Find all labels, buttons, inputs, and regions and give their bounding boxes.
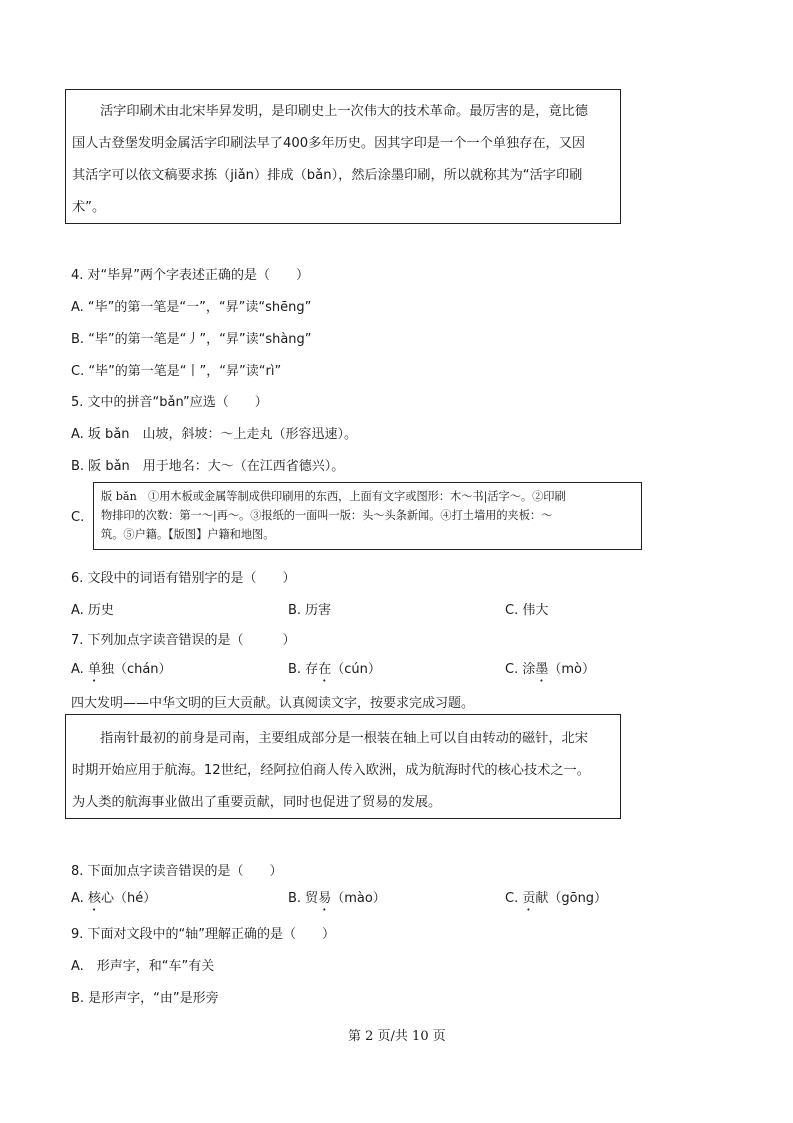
- question-9-option-a[interactable]: A. 形声字，和“车”有关: [71, 959, 215, 974]
- passage-1-line: 其活字可以依文稿要求拣（jiǎn）排成（bǎn），然后涂墨印刷，所以就称其为“活字印刷: [72, 168, 583, 183]
- question-4-stem: 4. 对“毕昇”两个字表述正确的是（ ）: [71, 268, 310, 283]
- passage-2-line: 指南针最初的前身是司南，主要组成部分是一根装在轴上可以自由转动的磁针，北宋: [100, 731, 588, 746]
- dictionary-entry-line: 物排印的次数：第一～|再～。③报纸的一面叫一版：头～头条新闻。④打土墙用的夹板：～: [101, 509, 553, 522]
- dotted-char: 贡: [522, 891, 536, 906]
- question-8-option-a[interactable]: [71, 887, 156, 914]
- question-7-option-b[interactable]: [288, 658, 381, 685]
- question-7-option-c[interactable]: [505, 658, 595, 685]
- option-prefix: A.: [71, 662, 88, 677]
- question-9-stem: 9. 下面对文段中的“轴”理解正确的是（ ）: [71, 927, 336, 942]
- dotted-char: 易: [318, 891, 332, 906]
- dictionary-entry-line: 筑。⑤户籍。【版图】户籍和地图。: [101, 528, 275, 541]
- question-5-option-b[interactable]: B. 阪 bǎn 用于地名：大～（在江西省德兴）。: [71, 459, 345, 474]
- question-4-option-a[interactable]: A. “毕”的第一笔是“一”，“昇”读“shēng”: [71, 300, 312, 315]
- question-6-option-c[interactable]: C. 伟大: [505, 603, 549, 618]
- option-suffix: （mào）: [331, 891, 386, 906]
- passage-2-line: 为人类的航海事业做出了重要贡献，同时也促进了贸易的发展。: [72, 795, 442, 810]
- page-number: 第 2 页/共 10 页: [348, 1029, 446, 1044]
- dotted-char: 核: [87, 891, 101, 906]
- question-7-stem: 7. 下列加点字读音错误的是（ ）: [71, 633, 296, 648]
- dictionary-entry-line: 版 bǎn ①用木板或金属等制成供印刷用的东西，上面有文字或图形：木～书|活字～。②印刷: [101, 490, 566, 503]
- section-intro: 四大发明——中华文明的巨大贡献。认真阅读文字，按要求完成习题。: [71, 696, 475, 711]
- question-5-stem: 5. 文中的拼音“bǎn”应选（ ）: [71, 395, 268, 410]
- question-7-option-a[interactable]: [71, 658, 172, 685]
- option-prefix: C. 涂: [505, 662, 536, 677]
- question-5-option-c-label[interactable]: C.: [71, 510, 85, 525]
- question-6-stem: 6. 文段中的词语有错别字的是（ ）: [71, 571, 296, 586]
- passage-1-line: 活字印刷术由北宋毕昇发明，是印刷史上一次伟大的技术革命。最厉害的是，竟比德: [100, 104, 588, 119]
- passage-1-line: 国人古登堡发明金属活字印刷法早了400多年历史。因其字印是一个一个单独存在，又因: [72, 136, 586, 151]
- question-9-option-b[interactable]: B. 是形声字，“由”是形旁: [71, 991, 219, 1006]
- question-4-option-c[interactable]: C. “毕”的第一笔是“丨”，“昇”读“rì”: [71, 364, 282, 379]
- question-4-option-b[interactable]: B. “毕”的第一笔是“丿”，“昇”读“shàng”: [71, 332, 312, 347]
- option-suffix: （cún）: [331, 662, 381, 677]
- question-8-option-c[interactable]: [505, 887, 607, 914]
- option-prefix: C.: [505, 891, 523, 906]
- question-8-stem: 8. 下面加点字读音错误的是（ ）: [71, 864, 283, 879]
- question-6-option-a[interactable]: A. 历史: [71, 603, 114, 618]
- question-5-option-a[interactable]: A. 坂 bǎn 山坡，斜坡：～上走丸（形容迅速）。: [71, 427, 358, 442]
- option-suffix: 心（hé）: [100, 891, 157, 906]
- option-suffix: 献（gōng）: [535, 891, 608, 906]
- option-prefix: B. 存: [288, 662, 319, 677]
- question-8-option-b[interactable]: [288, 887, 386, 914]
- dotted-char: 单: [87, 662, 101, 677]
- option-prefix: A.: [71, 891, 88, 906]
- passage-1-line: 术”。: [72, 200, 106, 215]
- question-6-option-b[interactable]: B. 历害: [288, 603, 332, 618]
- dotted-char: 墨: [535, 662, 549, 677]
- option-prefix: B. 贸: [288, 891, 319, 906]
- option-suffix: （mò）: [548, 662, 595, 677]
- passage-2-line: 时期开始应用于航海。12世纪，经阿拉伯商人传入欧洲，成为航海时代的核心技术之一。: [72, 763, 590, 778]
- option-suffix: 独（chán）: [100, 662, 172, 677]
- dotted-char: 在: [318, 662, 332, 677]
